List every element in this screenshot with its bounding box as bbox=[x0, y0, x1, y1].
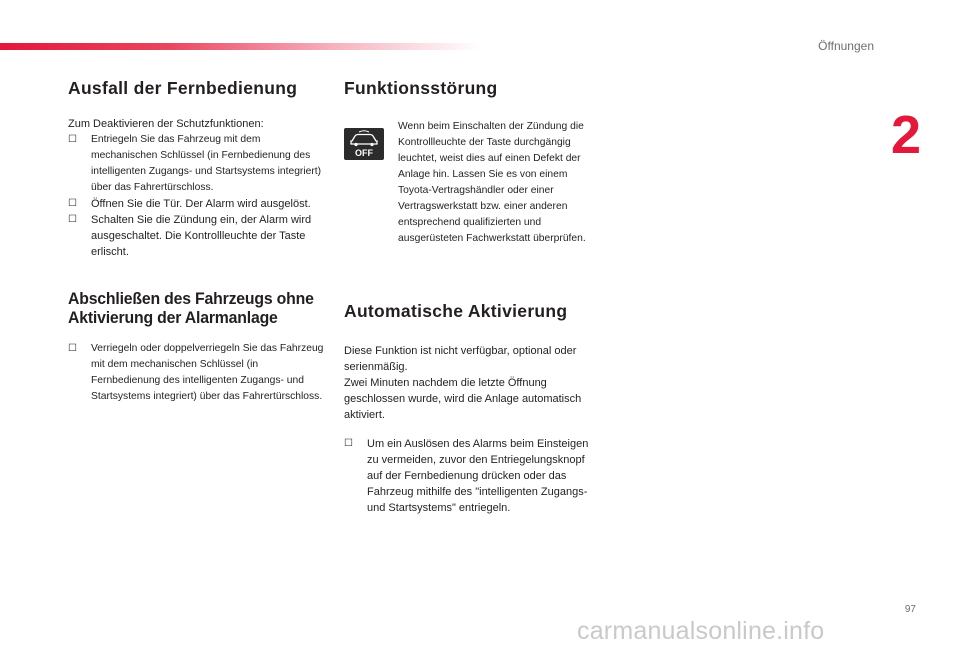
malfunction-block bbox=[344, 119, 600, 279]
list-item-text: Entriegeln Sie das Fahrzeug mit dem mechanischen Schlüssel (in Fernbedienung des intelligenten Zugangs- und Startsystems integriert) über das Fahrertürschloss. bbox=[91, 134, 322, 193]
heading-auto-activation: Automatische Aktivierung bbox=[344, 301, 568, 321]
header-accent-bar bbox=[0, 43, 480, 50]
malfunction-text: Wenn beim Einschalten der Zündung die Kontrollleuchte der Taste durchgängig leuchtet, weist dies auf einen Defekt der Anlage hin. Lassen Sie es von einem Toyota-Vertragshändler oder einer Vertragswerkstatt bzw. einer anderen entsprechend qualifizierten und ausgerüsteten Fachwerkstatt überprüfen. bbox=[398, 121, 586, 244]
list-item-text: Verriegeln oder doppelverriegeln Sie das Fahrzeug mit dem mechanischen Schlüssel (in Fernbedienung des intelligenten Zugangs- und Startsystems integriert) über das Fahrertürschloss. bbox=[91, 343, 324, 402]
car-alarm-off-icon bbox=[344, 128, 384, 160]
checkbox-icon: ☐ bbox=[68, 198, 77, 209]
list-item-text: Öffnen Sie die Tür. Der Alarm wird ausgelöst. bbox=[91, 198, 311, 210]
intro-text: Zum Deaktivieren der Schutzfunktionen: bbox=[68, 118, 264, 130]
list-item bbox=[68, 196, 326, 212]
heading-malfunction: Funktionsstörung bbox=[344, 78, 498, 98]
list-item-text: Um ein Auslösen des Alarms beim Einsteigen zu vermeiden, zuvor den Entriegelungsknopf auf der Fernbedienung drücken oder das Fahrzeug mithilfe des "intelligenten Zugangs- und Startsystems" entriegeln. bbox=[367, 438, 589, 514]
checkbox-icon: ☐ bbox=[68, 134, 77, 145]
page-number: 97 bbox=[904, 604, 916, 615]
list-item bbox=[68, 341, 326, 405]
watermark: carmanualsonline.info bbox=[577, 617, 825, 645]
checkbox-icon: ☐ bbox=[68, 214, 77, 225]
left-column bbox=[68, 78, 326, 405]
heading-remote-failure: Ausfall der Fernbedienung bbox=[68, 78, 298, 98]
icon-label: OFF bbox=[355, 148, 373, 158]
heading-line: Abschließen des Fahrzeugs ohne bbox=[68, 289, 314, 308]
list-item bbox=[68, 132, 326, 196]
chapter-number: 2 bbox=[891, 105, 922, 165]
auto-activation-list bbox=[344, 436, 600, 516]
auto-activation-para2: Zwei Minuten nachdem die letzte Öffnung geschlossen wurde, wird die Anlage automatisch aktiviert. bbox=[344, 377, 582, 421]
auto-activation-para1: Diese Funktion ist nicht verfügbar, optional oder serienmäßig. bbox=[344, 345, 577, 373]
list-item bbox=[344, 436, 600, 516]
list-item-text: Schalten Sie die Zündung ein, der Alarm wird ausgeschaltet. Die Kontrollleuchte der Taste erlischt. bbox=[91, 214, 312, 258]
section-title: Öffnungen bbox=[818, 39, 874, 53]
checkbox-icon: ☐ bbox=[344, 438, 353, 449]
deactivation-steps-list bbox=[68, 132, 326, 260]
checkbox-icon: ☐ bbox=[68, 343, 77, 354]
right-column bbox=[344, 78, 600, 516]
list-item bbox=[68, 212, 326, 260]
heading-line: Aktivierung der Alarmanlage bbox=[68, 308, 278, 327]
heading-lock-without-alarm bbox=[68, 289, 324, 327]
lock-steps-list bbox=[68, 341, 326, 405]
